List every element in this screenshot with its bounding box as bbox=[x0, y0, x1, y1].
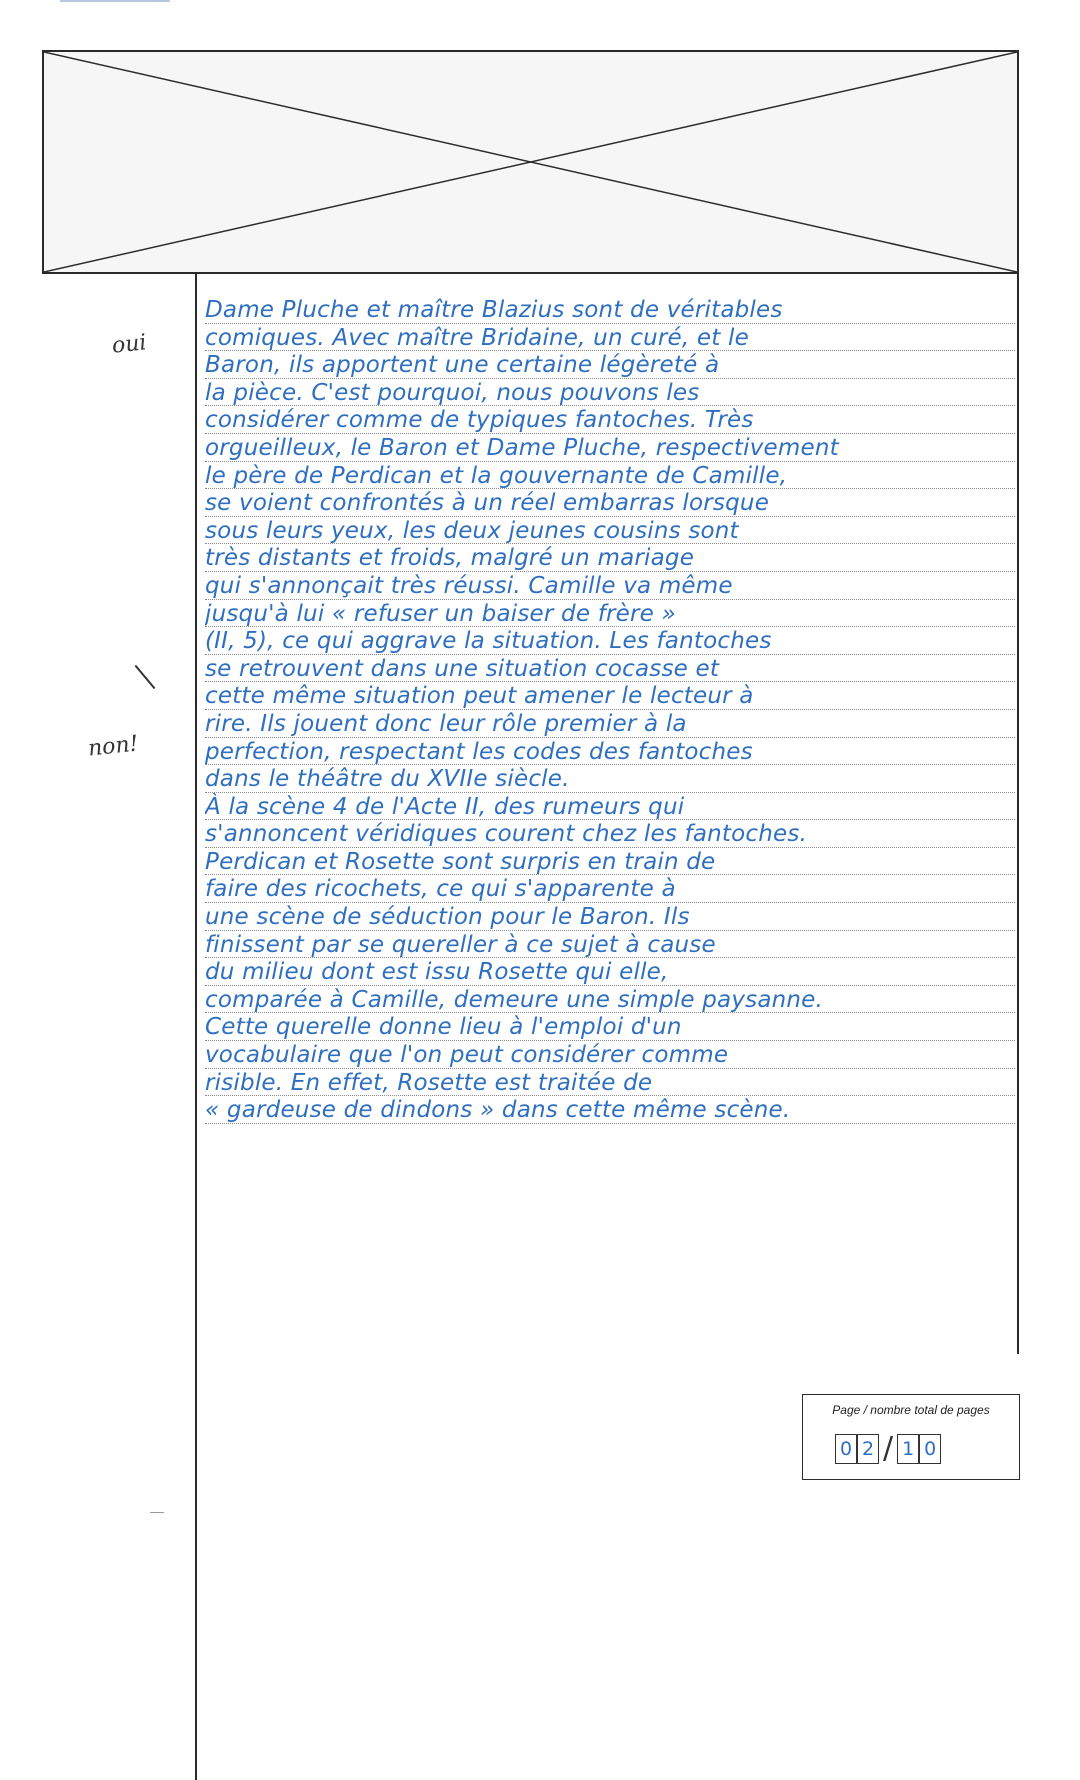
text-line: À la scène 4 de l'Acte II, des rumeurs qui bbox=[205, 793, 1015, 821]
text-line: sous leurs yeux, les deux jeunes cousins sont bbox=[205, 517, 1015, 545]
page-counter-label: Page / nombre total de pages bbox=[832, 1403, 990, 1417]
text-line: comparée à Camille, demeure une simple paysanne. bbox=[205, 986, 1015, 1014]
writing-area-frame bbox=[197, 274, 1019, 1354]
text-line: comiques. Avec maître Bridaine, un curé, et le bbox=[205, 324, 1015, 352]
total-pages-digit: 0 bbox=[919, 1434, 941, 1464]
margin-slash-mark bbox=[135, 665, 156, 689]
bottom-mark bbox=[150, 1512, 164, 1513]
text-line: perfection, respectant les codes des fantoches bbox=[205, 738, 1015, 766]
page-counter-digits bbox=[835, 1431, 941, 1466]
text-line: s'annoncent véridiques courent chez les fantoches. bbox=[205, 820, 1015, 848]
text-line: considérer comme de typiques fantoches. Très bbox=[205, 406, 1015, 434]
current-page-digit: 2 bbox=[857, 1434, 879, 1464]
text-line: Cette querelle donne lieu à l'emploi d'un bbox=[205, 1013, 1015, 1041]
text-line: qui s'annonçait très réussi. Camille va même bbox=[205, 572, 1015, 600]
text-line: se voient confrontés à un réel embarras lorsque bbox=[205, 489, 1015, 517]
text-line: très distants et froids, malgré un mariage bbox=[205, 544, 1015, 572]
text-line: Dame Pluche et maître Blazius sont de véritables bbox=[205, 296, 1015, 324]
text-line: la pièce. C'est pourquoi, nous pouvons les bbox=[205, 379, 1015, 407]
margin-note-oui: oui bbox=[110, 330, 148, 359]
text-line: vocabulaire que l'on peut considérer comme bbox=[205, 1041, 1015, 1069]
text-line: Perdican et Rosette sont surpris en train de bbox=[205, 848, 1015, 876]
text-line: orgueilleux, le Baron et Dame Pluche, respectivement bbox=[205, 434, 1015, 462]
text-line: Baron, ils apportent une certaine légèreté à bbox=[205, 351, 1015, 379]
text-line: du milieu dont est issu Rosette qui elle, bbox=[205, 958, 1015, 986]
cross-lines bbox=[44, 52, 1017, 272]
text-line: rire. Ils jouent donc leur rôle premier à la bbox=[205, 710, 1015, 738]
top-edge-mark bbox=[60, 0, 170, 2]
text-line: le père de Perdican et la gouvernante de Camille, bbox=[205, 462, 1015, 490]
text-line: dans le théâtre du XVIIe siècle. bbox=[205, 765, 1015, 793]
total-pages-digit: 1 bbox=[897, 1434, 919, 1464]
page-separator: / bbox=[883, 1431, 894, 1466]
text-line: se retrouvent dans une situation cocasse et bbox=[205, 655, 1015, 683]
text-line: (II, 5), ce qui aggrave la situation. Les fantoches bbox=[205, 627, 1015, 655]
text-line: faire des ricochets, ce qui s'apparente à bbox=[205, 875, 1015, 903]
text-line: risible. En effet, Rosette est traitée de bbox=[205, 1069, 1015, 1097]
page-counter-box bbox=[802, 1394, 1020, 1480]
text-line: jusqu'à lui « refuser un baiser de frère » bbox=[205, 600, 1015, 628]
current-page-digit: 0 bbox=[835, 1434, 857, 1464]
header-crossed-box bbox=[42, 50, 1019, 274]
text-line: une scène de séduction pour le Baron. Ils bbox=[205, 903, 1015, 931]
margin-note-non: non! bbox=[86, 731, 140, 762]
text-line: cette même situation peut amener le lecteur à bbox=[205, 682, 1015, 710]
text-line: finissent par se quereller à ce sujet à cause bbox=[205, 931, 1015, 959]
text-line: « gardeuse de dindons » dans cette même scène. bbox=[205, 1096, 1015, 1124]
